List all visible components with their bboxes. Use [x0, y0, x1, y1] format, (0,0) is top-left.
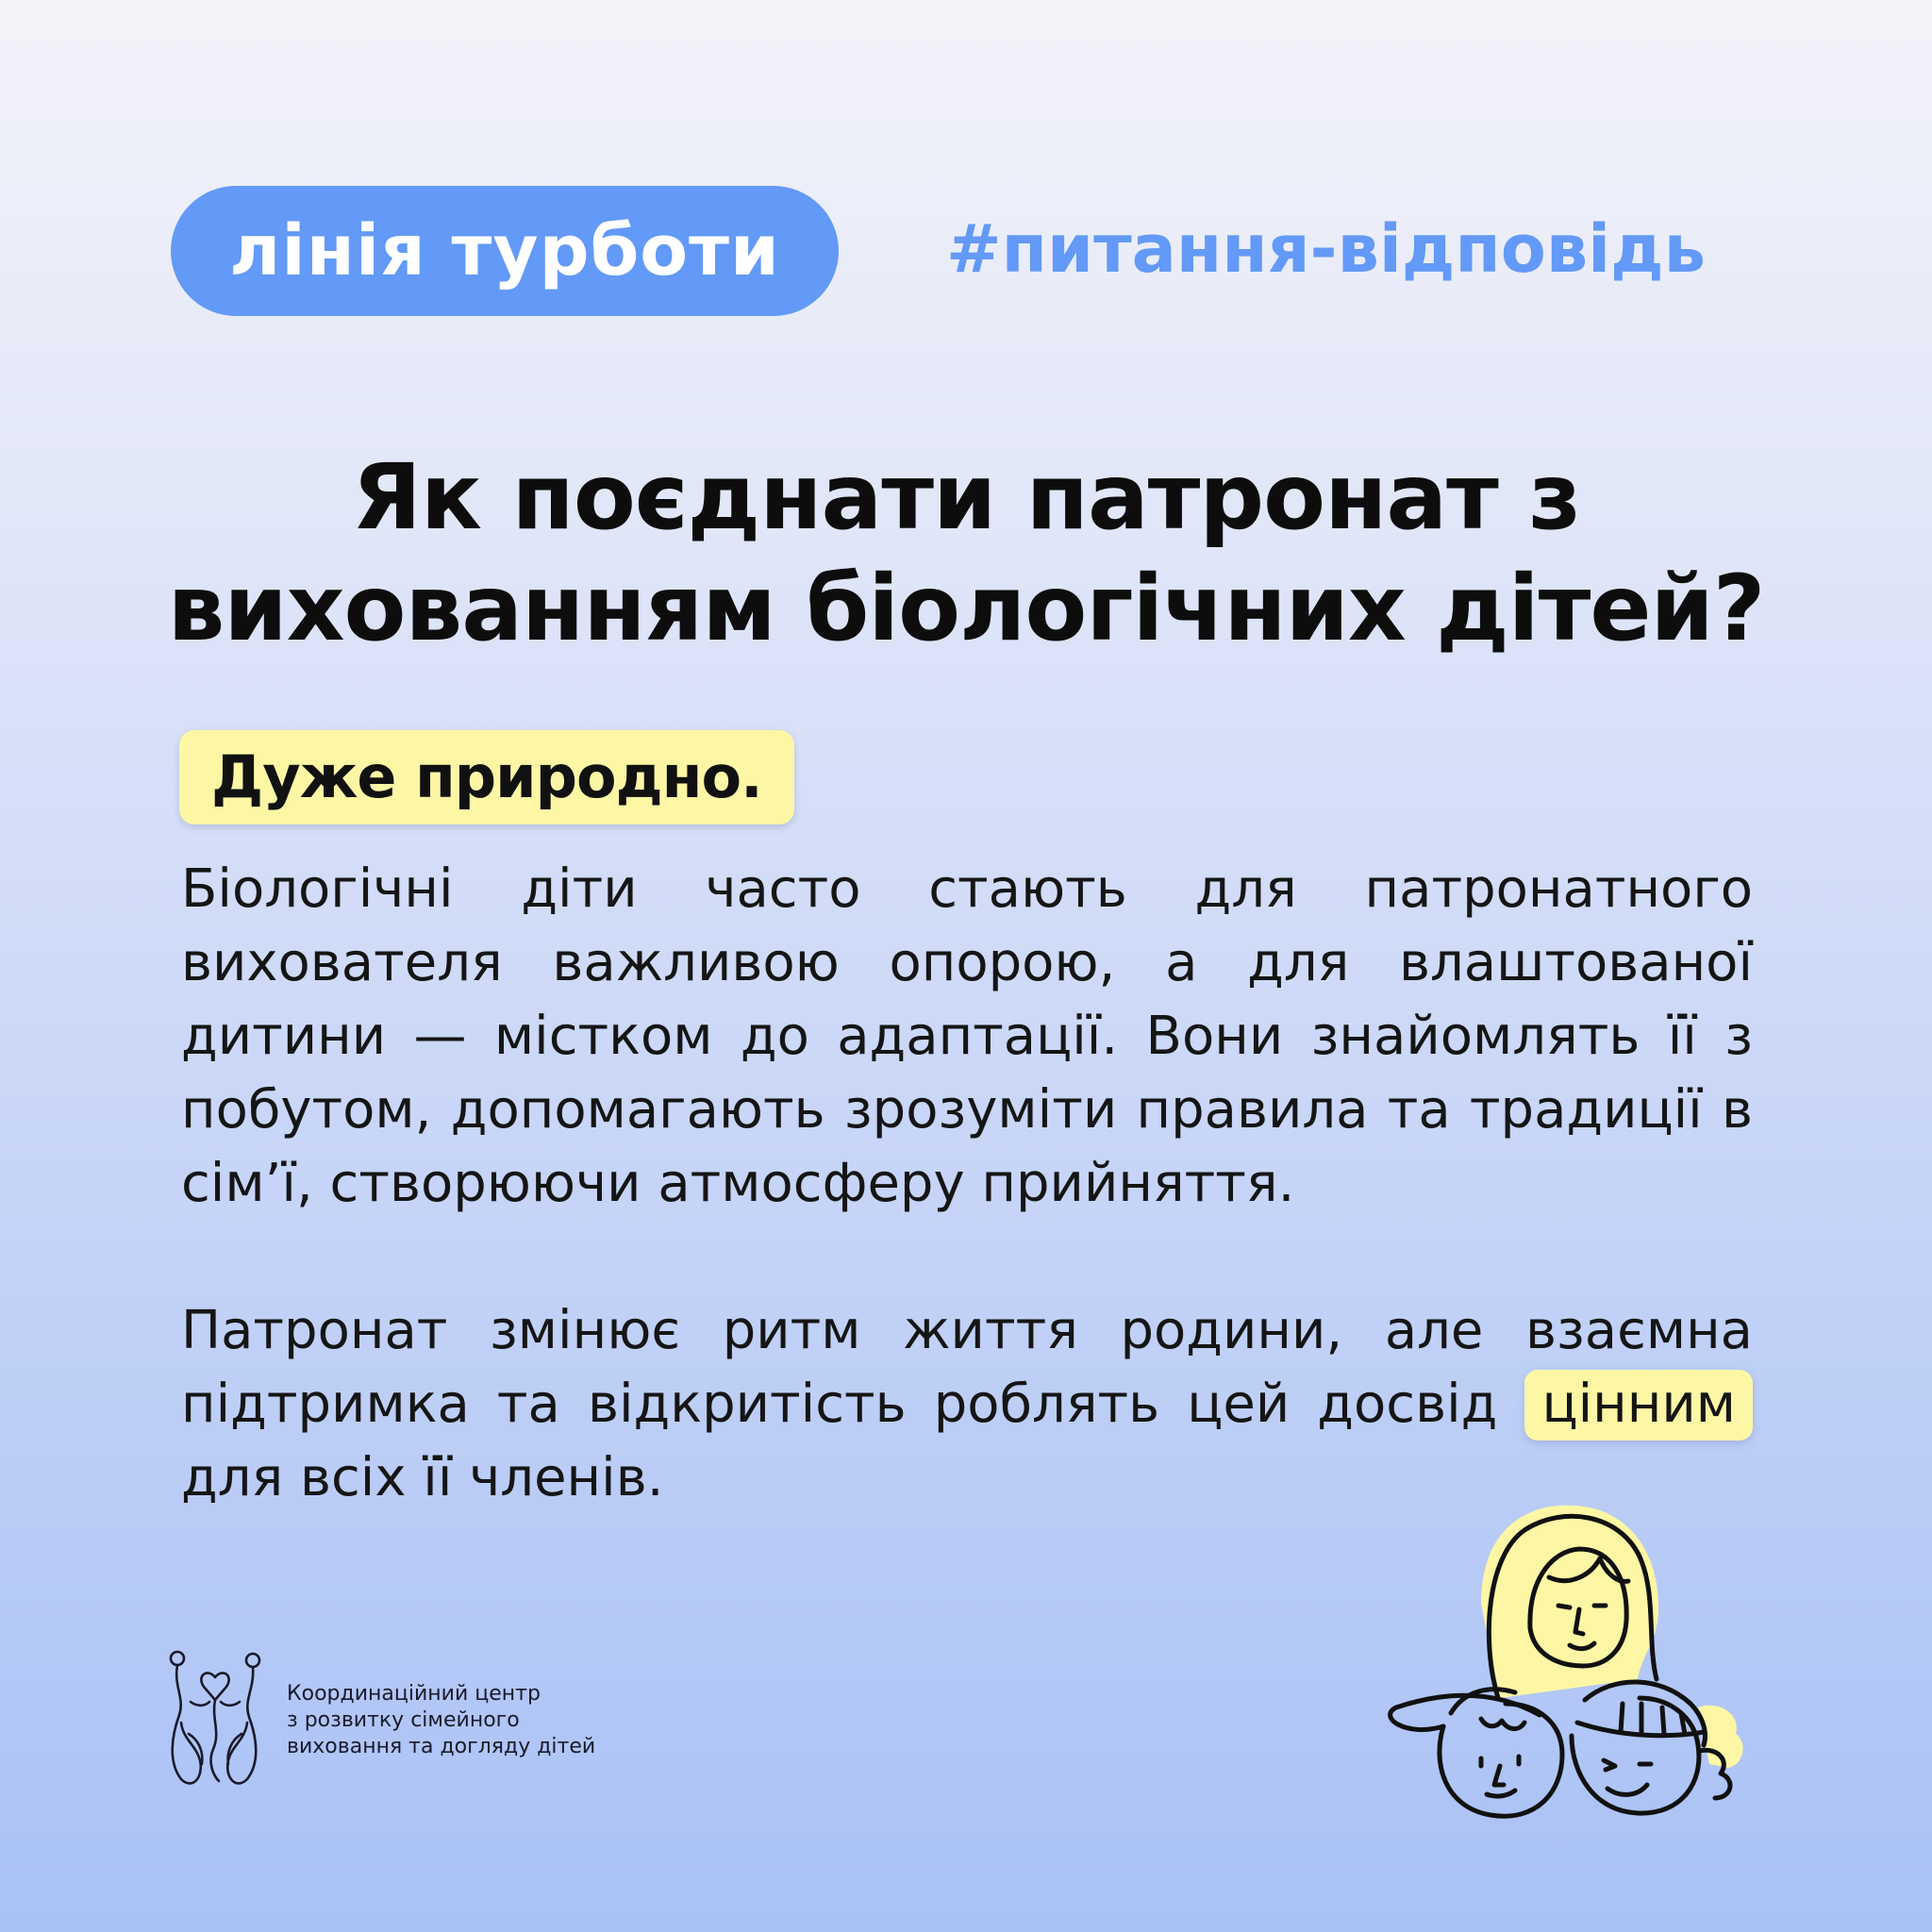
paragraph-2-text-start: Патронат змінює ритм життя родини, але взаємна підтримка та відкритість роблять цей досвід — [181, 1300, 1753, 1435]
body-paragraph-1: Біологічні діти часто стають для патронатного вихователя важливою опорою, а для влаштованої дитини — містком до адаптації. Вони знайомлять її з побутом, допомагають зрозуміти правила та традиції в сім’ї, створюючи атмосферу прийняття. — [181, 858, 1753, 1214]
hashtag-label: #питання-відповідь — [946, 210, 1706, 288]
answer-tag-text: Дуже природно. — [211, 742, 762, 811]
highlighted-word: цінним — [1524, 1370, 1753, 1441]
family-faces-illustration — [1340, 1491, 1774, 1830]
org-name-line-1: Координаційний центр — [287, 1682, 541, 1706]
category-pill — [171, 186, 839, 316]
family-hearts-logo-icon — [160, 1649, 270, 1790]
org-name-line-2: з розвитку сімейного — [287, 1708, 520, 1732]
paragraph-2-text-end: для всіх її членів. — [181, 1447, 664, 1508]
organization-name — [287, 1681, 683, 1760]
body-paragraph-2 — [181, 1294, 1753, 1515]
org-name-line-3: виховання та догляду дітей — [287, 1735, 596, 1758]
title-line-2: вихованням біологічних дітей? — [167, 556, 1765, 661]
page-title — [132, 441, 1800, 664]
category-pill-label: лінія турботи — [229, 210, 780, 291]
answer-highlight-tag — [179, 730, 794, 824]
title-line-1: Як поєднати патронат з — [351, 444, 1581, 550]
